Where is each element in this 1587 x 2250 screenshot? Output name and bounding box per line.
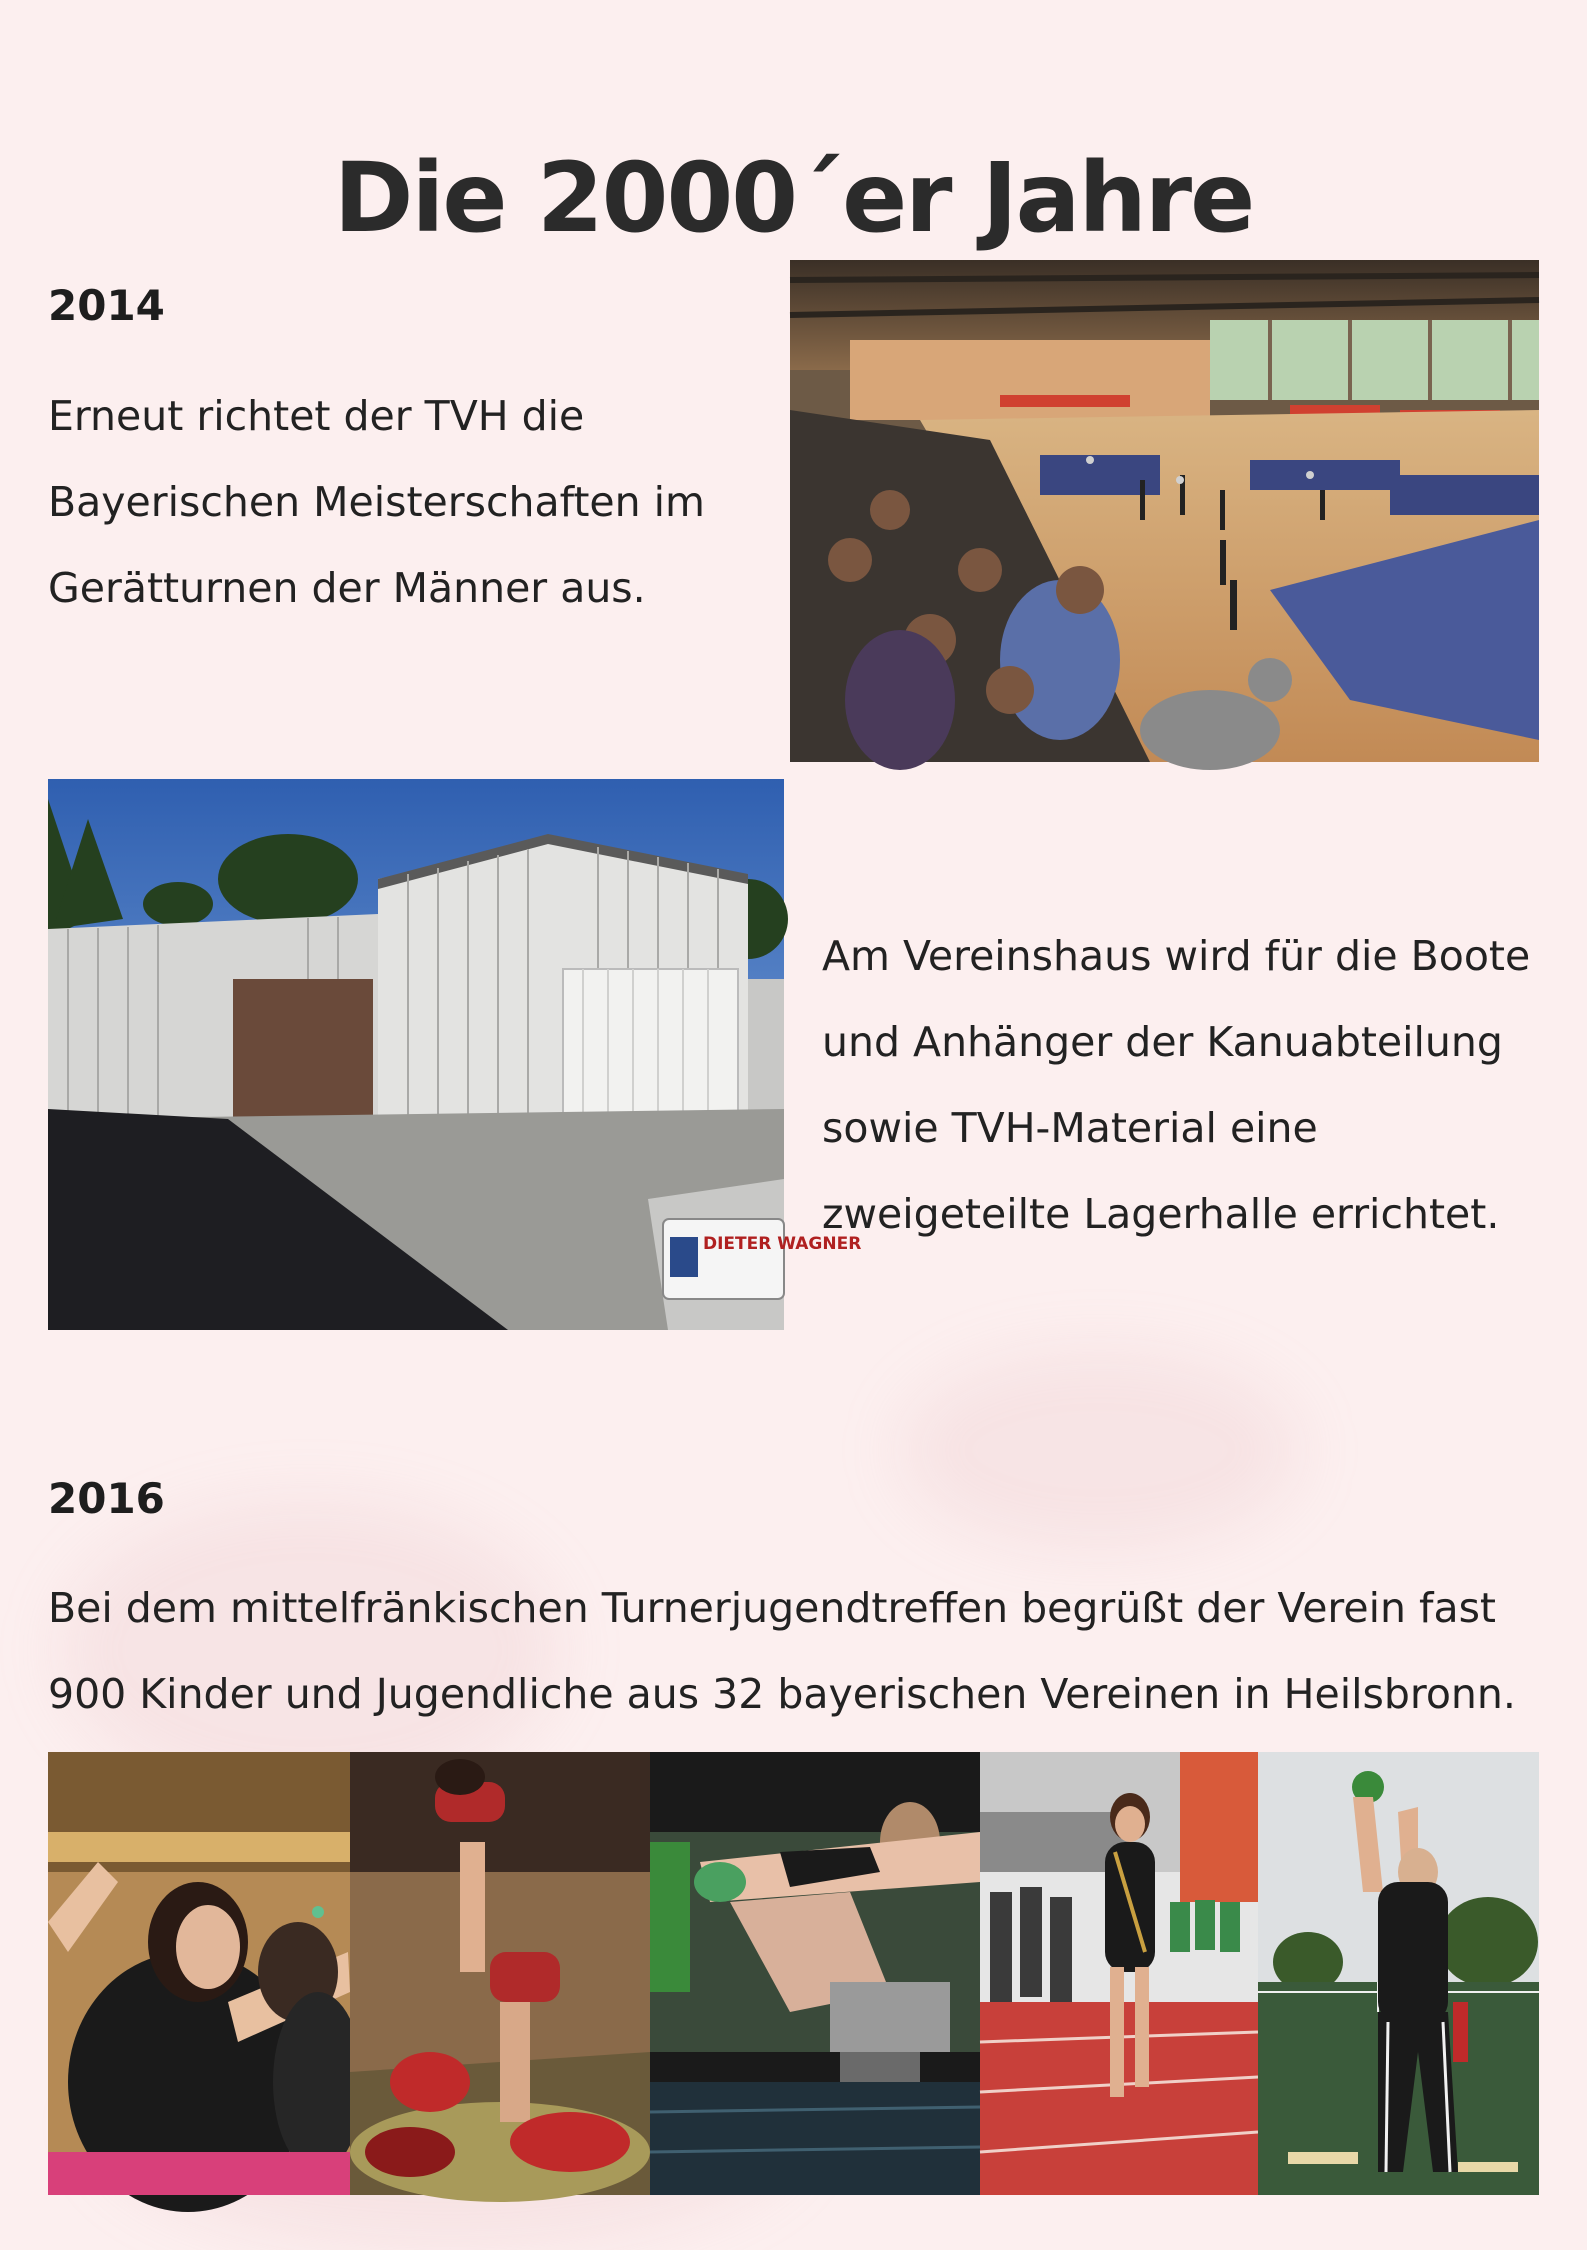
text-line: zweigeteilte Lagerhalle errichtet. [822,1190,1500,1238]
dance-photo [48,1752,350,2195]
text-line: sowie TVH-Material eine [822,1104,1318,1152]
year-heading-2016: 2016 [48,1474,165,1523]
text-line: Am Vereinshaus wird für die Boote [822,932,1531,980]
text-line: Bei dem mittelfränkischen Turnerjugendtreffen begrüßt der Verein fast [48,1584,1497,1632]
gymnastics-hall-photo [790,260,1539,762]
gymnast-track-photo [980,1752,1258,2195]
text-line: 900 Kinder und Jugendliche aus 32 bayerischen Vereinen in Heilsbronn. [48,1670,1516,1718]
paragraph-2016 [48,1565,1548,1737]
year-heading-2014: 2014 [48,281,165,330]
text-line: und Anhänger der Kanuabteilung [822,1018,1503,1066]
paragraph-storage-hall [822,913,1542,1257]
sign-text: DIETER WAGNER [703,1234,862,1254]
acrobatics-photo [350,1752,650,2195]
text-line: Erneut richtet der TVH die [48,392,585,440]
swimming-start-photo [650,1752,980,2195]
text-line: Gerätturnen der Männer aus. [48,564,646,612]
ball-throw-photo [1258,1752,1539,2195]
paragraph-2014 [48,373,768,631]
storage-hall-photo [48,779,862,1330]
text-line: Bayerischen Meisterschaften im [48,478,706,526]
page-title: Die 2000´er Jahre [333,142,1254,255]
